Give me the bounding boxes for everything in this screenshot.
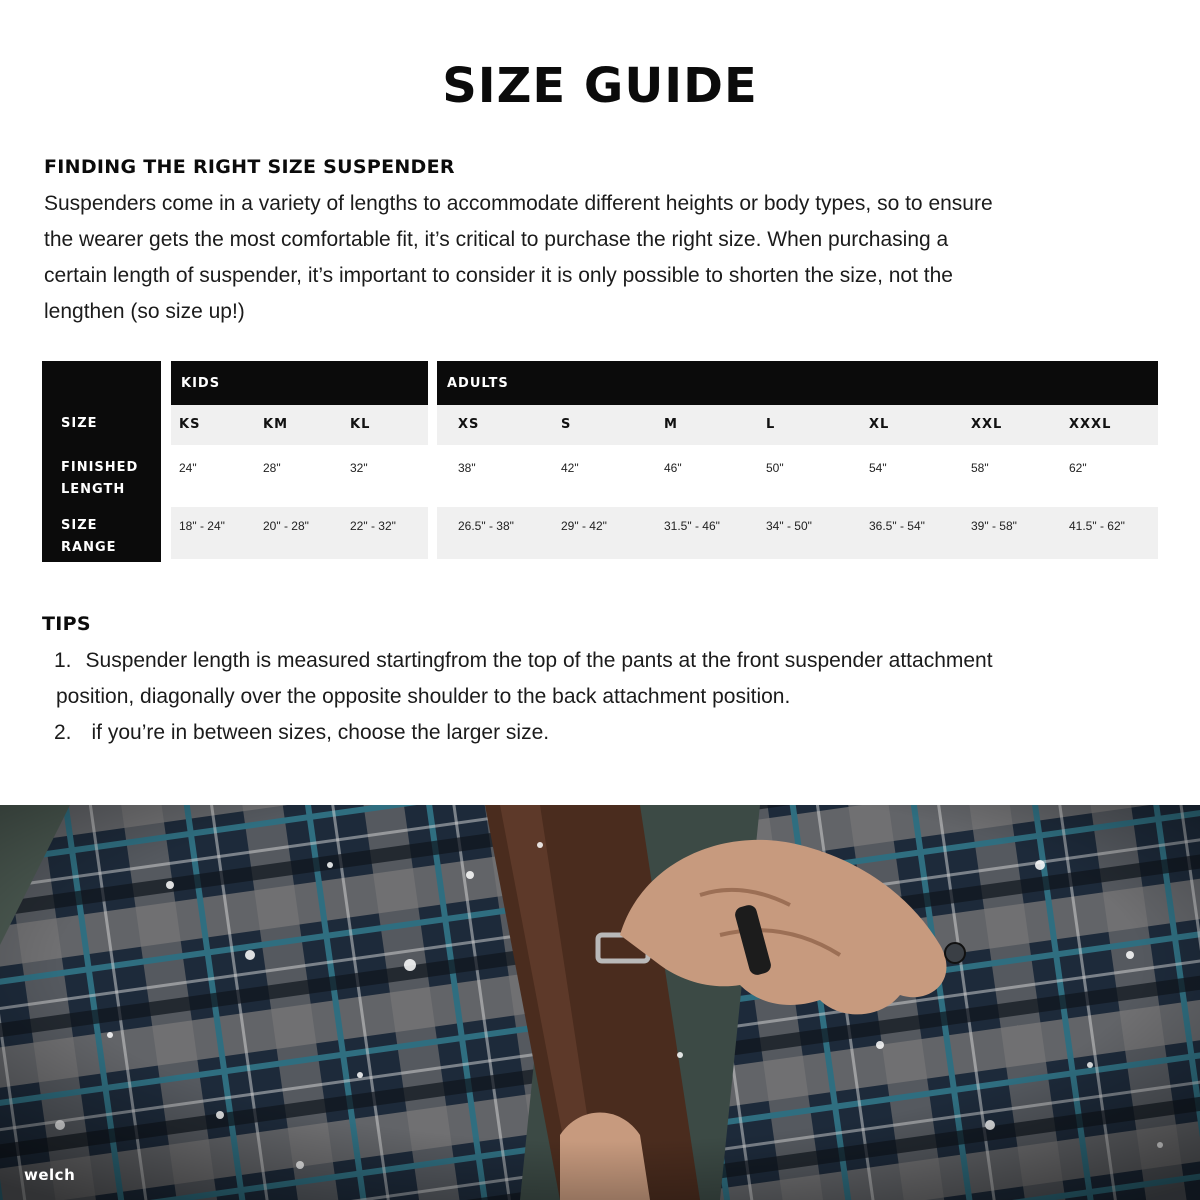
size-range-cell: 26.5" - 38" <box>458 519 514 533</box>
size-row-band-kids <box>171 405 428 445</box>
row-label-line: FINISHED <box>61 460 139 475</box>
size-table <box>42 361 1158 562</box>
intro-line: lengthen (so size up!) <box>44 300 245 323</box>
row-label-line: SIZE <box>61 518 98 533</box>
intro-heading: FINDING THE RIGHT SIZE SUSPENDER <box>44 156 455 178</box>
finished-length-cell: 54" <box>869 461 887 475</box>
finished-length-cell: 58" <box>971 461 989 475</box>
size-cell: L <box>766 417 776 432</box>
group-header-adults: ADULTS <box>437 361 1158 405</box>
size-cell: S <box>561 417 572 432</box>
size-cell: KL <box>350 417 371 432</box>
size-cell: XS <box>458 417 480 432</box>
intro-line: the wearer gets the most comfortable fit, it’s critical to purchase the right size. When purchasing a <box>44 228 949 251</box>
size-row-band-adults <box>437 405 1158 445</box>
size-range-cell: 34" - 50" <box>766 519 812 533</box>
size-range-cell: 31.5" - 46" <box>664 519 720 533</box>
finished-length-cell: 24" <box>179 461 197 475</box>
row-label-finished-length <box>61 457 138 501</box>
size-cell: XXL <box>971 417 1003 432</box>
range-row-band-adults <box>437 507 1158 559</box>
finished-length-cell: 46" <box>664 461 682 475</box>
size-range-cell: 39" - 58" <box>971 519 1017 533</box>
size-cell: KS <box>179 417 201 432</box>
finished-length-cell: 38" <box>458 461 476 475</box>
finished-length-cell: 62" <box>1069 461 1087 475</box>
size-cell: KM <box>263 417 289 432</box>
size-range-cell: 18" - 24" <box>179 519 225 533</box>
row-label-size-range <box>61 515 117 559</box>
finished-length-cell: 32" <box>350 461 368 475</box>
intro-paragraph <box>44 186 1164 330</box>
brand-logo: welch <box>24 1166 76 1184</box>
tip-text: Suspender length is measured startingfrom the top of the pants at the front suspender attachment <box>85 649 993 672</box>
photo-illustration <box>0 805 1200 1200</box>
vignette <box>0 805 1200 1200</box>
intro-line: Suspenders come in a variety of lengths to accommodate different heights or body types, so to ensure <box>44 192 993 215</box>
tip-text: if you’re in between sizes, choose the larger size. <box>91 721 550 744</box>
size-cell: XXXL <box>1069 417 1112 432</box>
size-cell: M <box>664 417 678 432</box>
plaid-shirt-suspender-photo <box>0 805 1200 1200</box>
row-label-line: RANGE <box>61 540 117 555</box>
tip-text: position, diagonally over the opposite shoulder to the back attachment position. <box>56 685 791 708</box>
tip-item <box>42 643 1162 679</box>
tip-number: 1. <box>54 649 72 672</box>
finished-length-cell: 42" <box>561 461 579 475</box>
tip-number: 2. <box>54 721 72 744</box>
size-range-cell: 41.5" - 62" <box>1069 519 1125 533</box>
row-label-column <box>42 361 161 562</box>
tips-heading: TIPS <box>42 613 91 635</box>
size-range-cell: 22" - 32" <box>350 519 396 533</box>
tips-list <box>42 643 1162 751</box>
finished-length-cell: 50" <box>766 461 784 475</box>
size-range-cell: 20" - 28" <box>263 519 309 533</box>
group-header-kids: KIDS <box>171 361 428 405</box>
range-row-band-kids <box>171 507 428 559</box>
tip-item-continuation <box>42 679 1162 715</box>
size-range-cell: 36.5" - 54" <box>869 519 925 533</box>
row-label-line: LENGTH <box>61 482 126 497</box>
row-label-size: SIZE <box>61 416 98 431</box>
size-cell: XL <box>869 417 890 432</box>
intro-line: certain length of suspender, it’s important to consider it is only possible to shorten the size, not the <box>44 264 953 287</box>
size-range-cell: 29" - 42" <box>561 519 607 533</box>
page-title: SIZE GUIDE <box>442 58 758 114</box>
tip-item <box>42 715 1162 751</box>
finished-length-cell: 28" <box>263 461 281 475</box>
